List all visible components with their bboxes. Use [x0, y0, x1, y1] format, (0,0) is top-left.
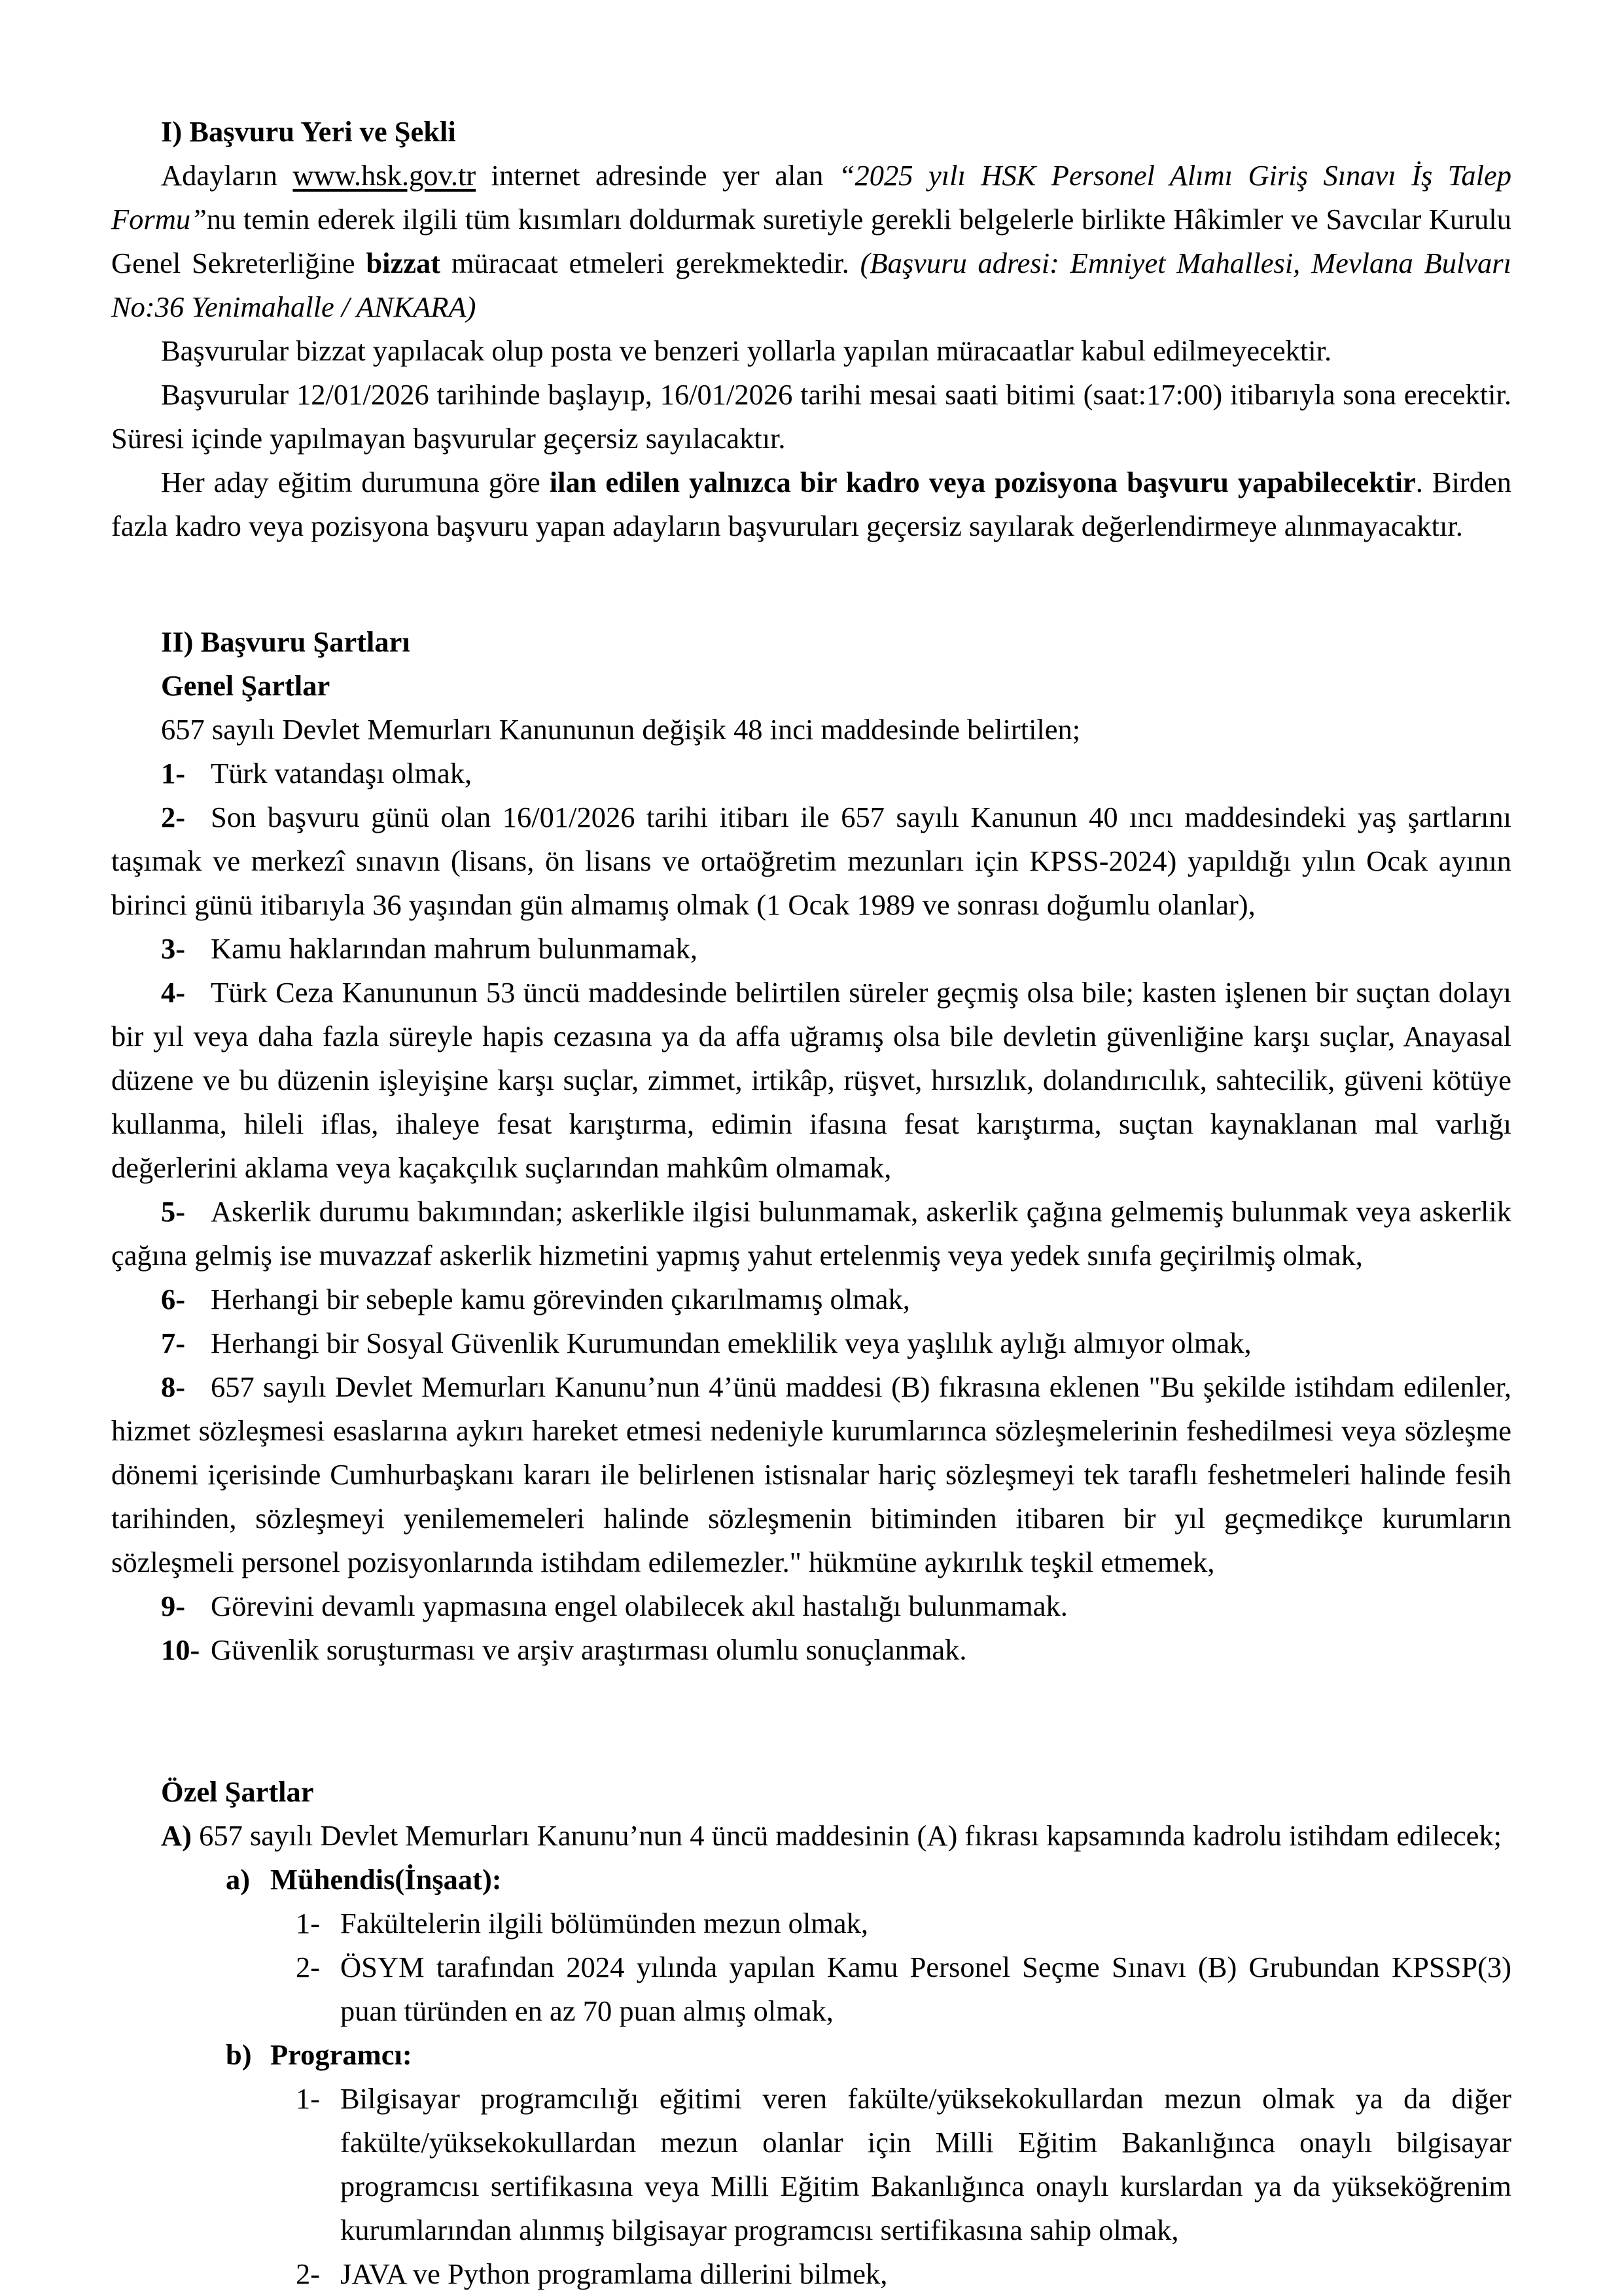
section-1-paragraph-2: Başvurular bizzat yapılacak olup posta ve benzeri yollarla yapılan müracaatlar kabul edilmeyecektir.: [161, 334, 1332, 367]
list-item-text: Son başvuru günü olan 16/01/2026 tarihi itibarı ile 657 sayılı Kanunun 40 ıncı maddesindeki yaş şartlarını taşımak ve merkezî sınavın (lisans, ön lisans ve ortaöğretim mezunları için KPSS-2024) yapıldığı yılın Ocak ayının birinci günü itibarıyla 36 yaşından gün almamış olmak (1 Ocak 1989 ve sonrası doğumlu olanlar),: [111, 801, 1511, 921]
para4-tail-text: . Birden fazla kadro veya pozisyona başvuru yapan adayların başvuruları geçersiz sayılarak değerlendirmeye alınmayacaktır.: [111, 466, 1511, 542]
group-marker: b): [226, 2038, 252, 2071]
requirement-marker: 2-: [296, 2257, 321, 2290]
general-condition-item: [111, 971, 1511, 1190]
list-item-text: Askerlik durumu bakımından; askerlikle ilgisi bulunmamak, askerlik çağına gelmemiş bulunmak veya askerlik çağına gelmiş ise muvazzaf askerlik hizmetini yapmış yahut ertelenmiş veya yedek sınıfa geçirilmiş olmak,: [111, 1195, 1511, 1272]
group-marker: a): [226, 1863, 251, 1896]
requirement-text: ÖSYM tarafından 2024 yılında yapılan Kamu Personel Seçme Sınavı (B) Grubundan KPSSP(3) puan türünden en az 70 puan almış olmak,: [340, 1951, 1511, 2027]
list-marker: 6-: [161, 1283, 186, 1315]
para1-tail-text: müracaat etmeleri gerekmektedir.: [440, 247, 860, 279]
requirement-text: Bilgisayar programcılığı eğitimi veren fakülte/yüksekokullardan mezun olmak ya da diğer fakülte/yüksekokullardan mezun olanlar için Milli Eğitim Bakanlığınca onaylı bilgisayar programcısı sertifikasına veya Milli Eğitim Bakanlığınca onaylı kurslardan ya da yükseköğrenim kurumlarından alınmış bilgisayar programcısı sertifikasına sahip olmak,: [340, 2082, 1511, 2246]
general-condition-item: [111, 1321, 1511, 1365]
list-marker: 7-: [161, 1327, 186, 1359]
special-conditions-subheading: Özel Şartlar: [161, 1775, 314, 1808]
general-condition-item: [111, 1365, 1511, 1584]
general-condition-item: [111, 1278, 1511, 1321]
position-requirement: [111, 2252, 1511, 2296]
group-title: Mühendis(İnşaat):: [270, 1863, 502, 1896]
list-item-text: Herhangi bir sebeple kamu görevinden çıkarılmamış olmak,: [211, 1283, 910, 1315]
list-marker: 9-: [161, 1590, 186, 1622]
requirement-marker: 1-: [296, 1907, 321, 1939]
list-marker: 4-: [161, 976, 186, 1009]
position-requirement: [111, 1902, 1511, 1945]
para4-lead-text: Her aday eğitim durumuna göre: [161, 466, 550, 498]
list-marker: 2-: [161, 801, 186, 833]
group-title: Programcı:: [270, 2038, 412, 2071]
requirement-marker: 1-: [296, 2082, 321, 2115]
section-2-heading: II) Başvuru Şartları: [161, 625, 410, 658]
requirement-text: JAVA ve Python programlama dillerini bilmek,: [340, 2257, 888, 2290]
position-group: [111, 2033, 1511, 2296]
form-title-italic: “2025 yılı HSK Personel Alımı Giriş Sınavı İş Talep Formu”: [111, 159, 1511, 235]
list-item-text: Güvenlik soruşturması ve arşiv araştırması olumlu sonuçlanmak.: [211, 1633, 967, 1666]
position-group-heading: [111, 2033, 1511, 2077]
special-conditions-intro: [111, 1814, 1511, 1858]
general-condition-item: [111, 927, 1511, 971]
list-item-text: Türk vatandaşı olmak,: [211, 757, 472, 790]
general-condition-item: [111, 1190, 1511, 1278]
hsk-website-url[interactable]: www.hsk.gov.tr: [292, 159, 476, 192]
list-item-text: 657 sayılı Devlet Memurları Kanunu’nun 4’ünü maddesi (B) fıkrasına eklenen "Bu şekilde istihdam edilenler, hizmet sözleşmesi esaslarına aykırı hareket etmesi nedeniyle kurumlarınca sözleşmelerinin feshedilmesi veya sözleşme dönemi içerisinde Cumhurbaşkanı kararı ile belirlenen istisnalar hariç sözleşmeyi tek taraflı feshetmeleri halinde fesih tarihinden, sözleşmeyi yenilememeleri halinde sözleşmenin bitiminden itibaren bir yıl geçmedikçe kurumların sözleşmeli personel pozisyonlarında istihdam edilemezler." hükmüne aykırılık teşkil etmemek,: [111, 1370, 1511, 1578]
spacer-before-special-conditions: [111, 1672, 1511, 1770]
list-item-text: Kamu haklarından mahrum bulunmamak,: [211, 932, 697, 965]
para1-lead-text: Adayların: [161, 159, 293, 192]
list-marker: 5-: [161, 1195, 186, 1228]
list-marker: 8-: [161, 1370, 186, 1403]
list-marker: 10-: [161, 1633, 200, 1666]
list-marker: 3-: [161, 932, 186, 965]
list-item-text: Herhangi bir Sosyal Güvenlik Kurumundan emeklilik veya yaşlılık aylığı almıyor olmak,: [211, 1327, 1252, 1359]
position-requirement: [111, 2077, 1511, 2252]
list-item-text: Türk Ceza Kanununun 53 üncü maddesinde belirtilen süreler geçmiş olsa bile; kasten işlenen bir suçtan dolayı bir yıl veya daha fazla süreyle hapis cezasına ya da affa uğramış olsa bile devletin güvenliğine karşı suçlar, Anayasal düzene ve bu düzenin işleyişine karşı suçlar, zimmet, irtikâp, rüşvet, hırsızlık, dolandırıcılık, sahtecilik, güveni kötüye kullanma, hileli iflas, ihaleye fesat karıştırma, edimin ifasına fesat karıştırma, suçtan kaynaklanan mal varlığı değerlerini aklama veya kaçakçılık suçlarından mahkûm olmamak,: [111, 976, 1511, 1184]
list-marker: 1-: [161, 757, 186, 790]
general-condition-item: [111, 795, 1511, 927]
section-1-paragraph-1: [111, 154, 1511, 329]
para1-mid-text: nu temin ederek ilgili tüm kısımları doldurmak suretiyle gerekli belgelerle birlikte Hâkimler ve Savcılar Kurulu Genel Sekreterliğine: [111, 203, 1511, 279]
application-address-note: (Başvuru adresi: Emniyet Mahallesi, Mevlana Bulvarı No:36 Yenimahalle / ANKARA): [111, 247, 1511, 323]
single-position-rule-emphasis: ilan edilen yalnızca bir kadro veya pozisyona başvuru yapabilecektir: [549, 466, 1416, 498]
general-condition-item: [111, 752, 1511, 795]
general-conditions-subheading: Genel Şartlar: [161, 669, 330, 702]
bizzat-emphasis: bizzat: [366, 247, 441, 279]
general-condition-item: [111, 1628, 1511, 1672]
general-condition-item: [111, 1584, 1511, 1628]
section-1-heading: I) Başvuru Yeri ve Şekli: [161, 115, 456, 148]
list-item-text: Görevini devamlı yapmasına engel olabilecek akıl hastalığı bulunmamak.: [211, 1590, 1068, 1622]
intro-marker-a: A): [161, 1819, 192, 1852]
requirement-text: Fakültelerin ilgili bölümünden mezun olmak,: [340, 1907, 869, 1939]
position-group: [111, 1858, 1511, 2033]
position-requirement: [111, 1945, 1511, 2033]
document-body: [111, 110, 1511, 2296]
section-2-intro: 657 sayılı Devlet Memurları Kanununun değişik 48 inci maddesinde belirtilen;: [161, 713, 1081, 746]
requirement-marker: 2-: [296, 1951, 321, 1983]
section-1-paragraph-3: Başvurular 12/01/2026 tarihinde başlayıp, 16/01/2026 tarihi mesai saati bitimi (saat:17:00) itibarıyla sona erecektir. Süresi içinde yapılmayan başvurular geçersiz sayılacaktır.: [111, 378, 1511, 455]
spacer-before-section-2: [111, 548, 1511, 620]
section-1-paragraph-4: [111, 461, 1511, 548]
position-group-heading: [111, 1858, 1511, 1902]
intro-text: 657 sayılı Devlet Memurları Kanunu’nun 4 üncü maddesinin (A) fıkrası kapsamında kadrolu istihdam edilecek;: [191, 1819, 1502, 1852]
para1-after-url-text: internet adresinde yer alan: [476, 159, 839, 192]
